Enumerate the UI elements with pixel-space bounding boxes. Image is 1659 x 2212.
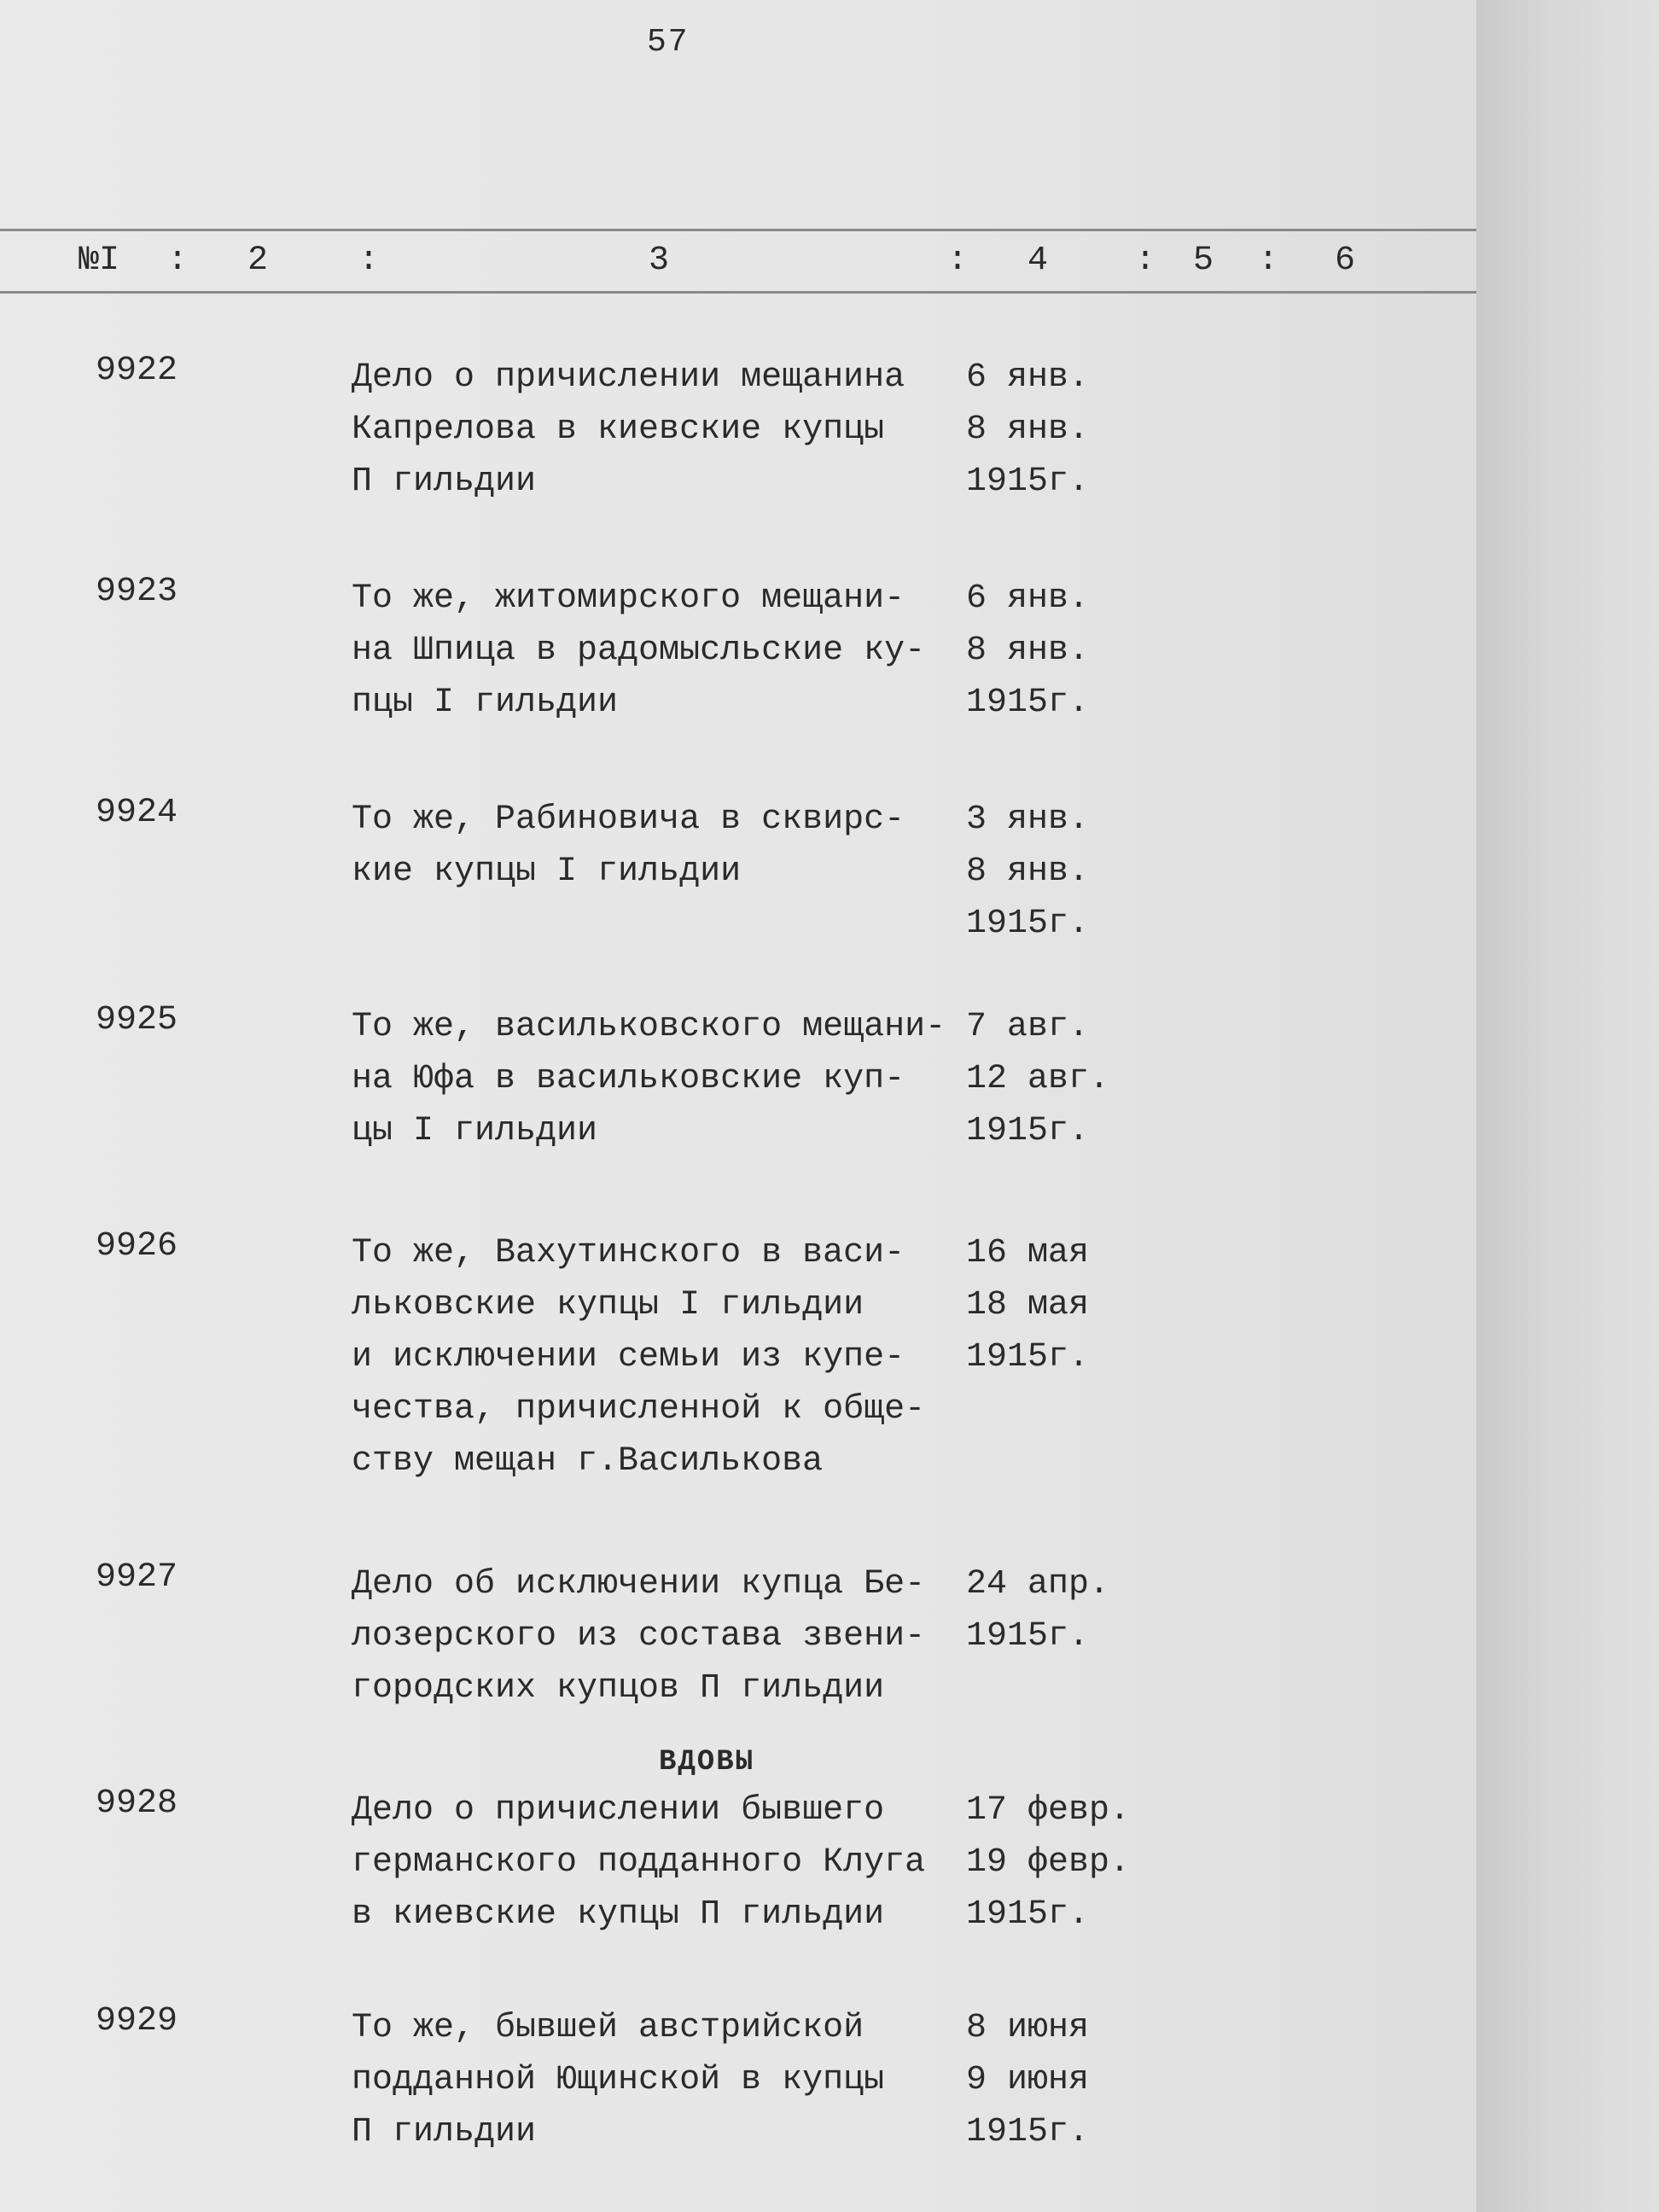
column-separator: : — [167, 242, 189, 280]
record-number: 9923 — [96, 573, 178, 611]
description-line: германского подданного Клуга — [352, 1843, 926, 1882]
date-line: 19 февр. — [966, 1843, 1131, 1882]
description-line: на Юфа в васильковские куп- — [352, 1060, 905, 1098]
record-dates — [966, 794, 1089, 950]
date-line: 8 янв. — [966, 632, 1090, 670]
description-line: в киевские купцы П гильдии — [352, 1895, 885, 1934]
date-line: 6 янв. — [966, 358, 1090, 397]
date-line: 1915г. — [966, 905, 1090, 943]
description-line: пцы I гильдии — [352, 684, 619, 722]
description-line: городских купцов П гильдии — [352, 1669, 885, 1708]
description-line: Дело о причислении мещанина — [352, 358, 905, 397]
description-line: То же, васильковского мещани- — [352, 1008, 946, 1046]
record-description — [352, 1001, 946, 1157]
record-description — [352, 573, 925, 729]
section-heading: ВДОВЫ — [659, 1746, 755, 1778]
description-line: Дело об исключении купца Бе- — [352, 1565, 926, 1604]
description-line: лозерского из состава звени- — [352, 1617, 926, 1656]
date-line: 6 янв. — [966, 579, 1090, 618]
record-number: 9926 — [96, 1227, 178, 1266]
record-description — [352, 1784, 925, 1941]
record-description — [352, 1227, 925, 1487]
underlying-page-edge — [1476, 0, 1659, 2212]
record-dates — [966, 1784, 1130, 1941]
description-line: То же, Рабиновича в сквирс- — [352, 800, 905, 839]
record-dates — [966, 1227, 1089, 1383]
description-line: То же, Вахутинского в васи- — [352, 1234, 905, 1272]
description-line: Капрелова в киевские купцы — [352, 410, 885, 449]
record-dates — [966, 573, 1089, 729]
description-line: цы I гильдии — [352, 1112, 598, 1150]
date-line: 1915г. — [966, 684, 1090, 722]
date-line: 8 янв. — [966, 410, 1090, 449]
description-line: П гильдии — [352, 463, 537, 501]
description-line: на Шпица в радомысльские ку- — [352, 632, 926, 670]
description-line: То же, бывшей австрийской — [352, 2009, 864, 2047]
column-separator: : — [1258, 242, 1279, 280]
date-line: 1915г. — [966, 1112, 1090, 1150]
record-number: 9922 — [96, 352, 178, 390]
date-line: 3 янв. — [966, 800, 1090, 839]
page-number: 57 — [647, 24, 690, 61]
date-line: 16 мая — [966, 1234, 1090, 1272]
date-line: 1915г. — [966, 463, 1090, 501]
record-dates — [966, 1558, 1109, 1662]
column-header-6: 6 — [1335, 242, 1356, 280]
column-header-row — [0, 229, 1476, 294]
record-description — [352, 1558, 925, 1714]
date-line: 8 июня — [966, 2009, 1090, 2047]
date-line: 12 авг. — [966, 1060, 1110, 1098]
description-line: Дело о причислении бывшего — [352, 1791, 885, 1830]
record-description — [352, 794, 905, 898]
date-line: 7 авг. — [966, 1008, 1090, 1046]
date-line: 8 янв. — [966, 853, 1090, 891]
record-number: 9927 — [96, 1558, 178, 1597]
description-line: кие купцы I гильдии — [352, 853, 742, 891]
column-separator: : — [1135, 242, 1156, 280]
column-header-5: 5 — [1193, 242, 1214, 280]
date-line: 1915г. — [966, 1895, 1090, 1934]
description-line: чества, причисленной к обще- — [352, 1390, 926, 1429]
description-line: П гильдии — [352, 2113, 537, 2151]
column-header-2: 2 — [247, 242, 269, 280]
date-line: 24 апр. — [966, 1565, 1110, 1604]
date-line: 17 февр. — [966, 1791, 1131, 1830]
column-separator: : — [947, 242, 969, 280]
column-header-1: №I — [79, 242, 120, 280]
date-line: 1915г. — [966, 1617, 1090, 1656]
record-description — [352, 2002, 884, 2158]
date-line: 1915г. — [966, 2113, 1090, 2151]
column-header-3: 3 — [649, 242, 670, 280]
description-line: подданной Ющинской в купцы — [352, 2061, 885, 2099]
record-dates — [966, 352, 1089, 508]
record-dates — [966, 2002, 1089, 2158]
record-number: 9925 — [96, 1001, 178, 1039]
record-number: 9924 — [96, 794, 178, 832]
description-line: ству мещан г.Василькова — [352, 1442, 824, 1481]
record-number: 9928 — [96, 1784, 178, 1823]
date-line: 18 мая — [966, 1286, 1090, 1324]
record-dates — [966, 1001, 1109, 1157]
date-line: 1915г. — [966, 1338, 1090, 1377]
column-separator: : — [358, 242, 380, 280]
record-description — [352, 352, 905, 508]
date-line: 9 июня — [966, 2061, 1090, 2099]
column-header-4: 4 — [1027, 242, 1049, 280]
description-line: льковские купцы I гильдии — [352, 1286, 864, 1324]
description-line: и исключении семьи из купе- — [352, 1338, 905, 1377]
record-number: 9929 — [96, 2002, 178, 2040]
description-line: То же, житомирского мещани- — [352, 579, 905, 618]
